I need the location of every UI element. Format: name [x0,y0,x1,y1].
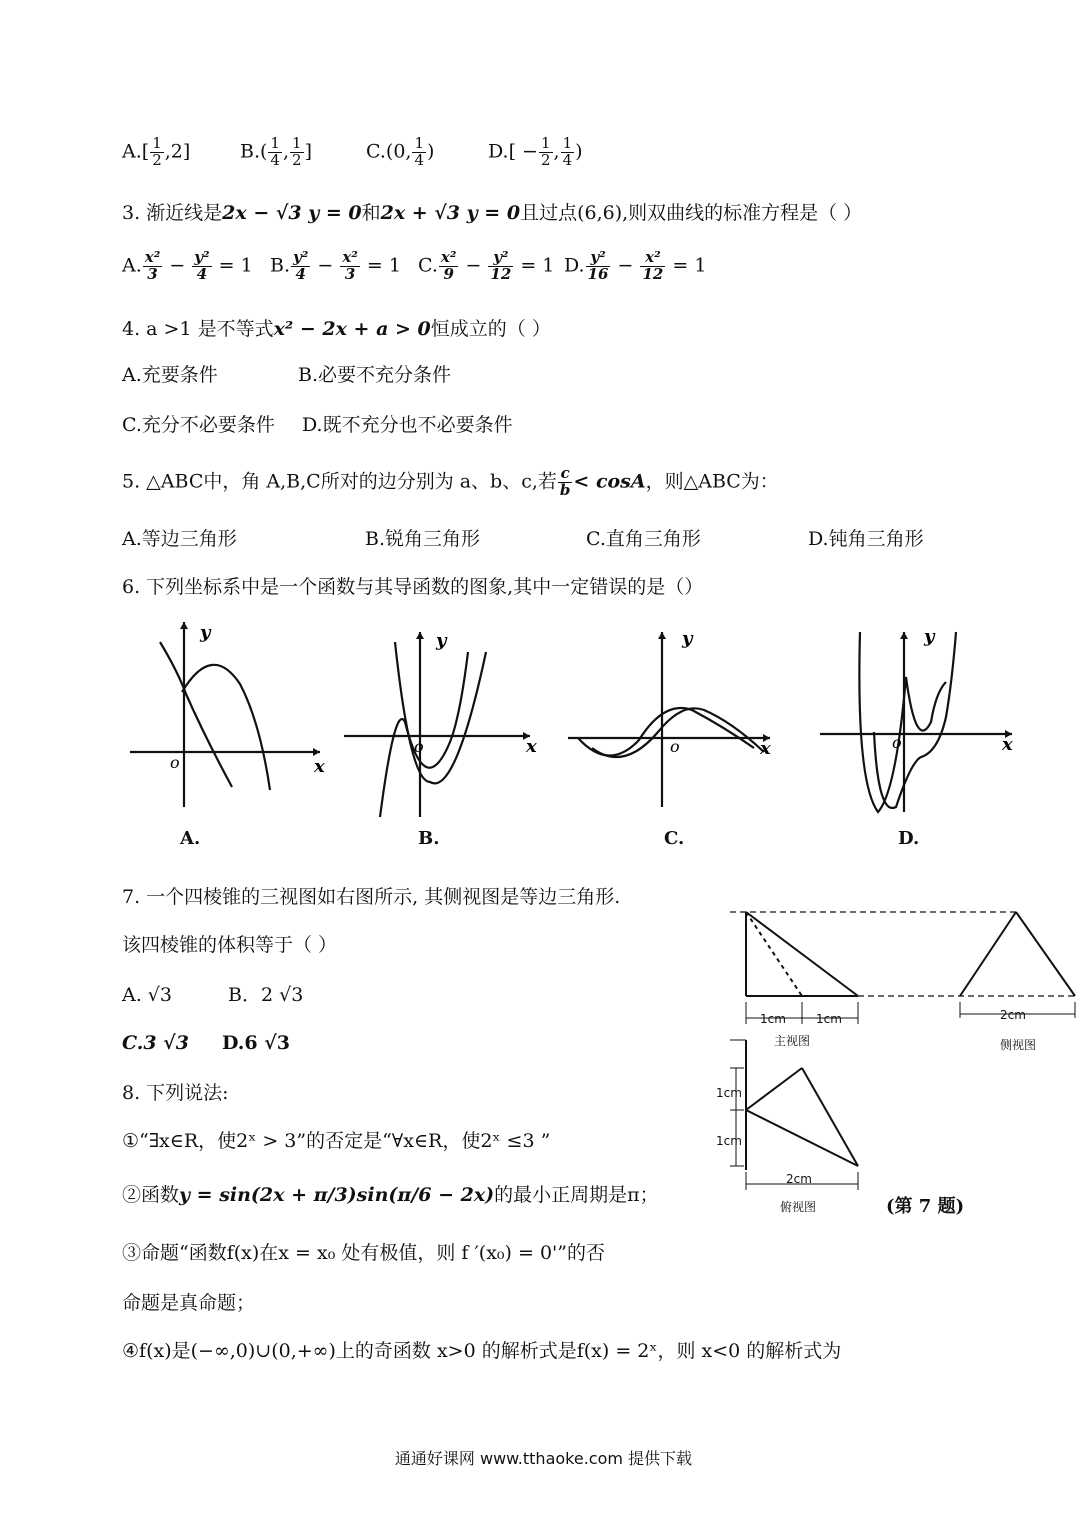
q6-graph-c-origin: o [670,737,680,756]
q3-stem: 3. 渐近线是2x − √3 y = 0和2x + √3 y = 0且过点(6,6),则双曲线的标准方程是（ ） [122,202,863,224]
q7-top-view-label: 俯视图 [780,1200,817,1214]
q6-graph-a-y-label: y [200,622,211,643]
q5-option-b: B.锐角三角形 [365,528,481,550]
q8-statement-1: ①“∃x∈R，使2ˣ > 3”的否定是“∀x∈R，使2ˣ ≤3 ” [122,1130,551,1152]
q6-graph-d [816,622,1026,822]
q4-option-b: B.必要不充分条件 [298,364,452,386]
q3-option-a: A. $\frac{\text{x²}}{3}$ − $\frac{\text{y²}}{4}$ = 1 [122,248,253,283]
q5-option-a: A.等边三角形 [122,528,237,550]
q8-stem: 8. 下列说法: [122,1082,229,1104]
q6-graph-d-label: D. [898,828,920,849]
q6-graph-c-label: C. [664,828,685,849]
q7-line2: 该四棱锥的体积等于（ ） [122,934,338,956]
q7-figure-caption: (第 7 题) [886,1196,965,1217]
q2-option-c: C.(0, $\frac{1}{4}$ ) [366,134,435,169]
q2-option-a: A.[ $\frac{1}{2}$ ,2] [122,134,191,169]
q7-option-b: B．2 √3 [228,984,304,1006]
q2-option-b: B.( $\frac{1}{4}$ , $\frac{1}{2}$ ] [240,134,312,169]
q6-graph-a-label: A. [180,828,201,849]
q3-option-c: C. $\frac{\text{x²}}{9}$ − $\frac{\text{y²}}{12}$ = 1 [418,248,555,283]
q6-graph-d-y-label: y [924,626,935,647]
q4-option-a: A.充要条件 [122,364,218,386]
q6-graph-d-x-label: x [1002,734,1013,755]
q6-graph-a [120,612,330,822]
q7-dim-top-upper: 1cm [716,1086,742,1100]
q6-graph-a-x-label: x [314,756,325,777]
q4-option-c: C.充分不必要条件 [122,414,275,436]
q7-option-d: D.6 √3 [222,1032,290,1054]
q7-dim-top-lower: 1cm [716,1134,742,1148]
q4-option-d: D.既不充分也不必要条件 [302,414,513,436]
q6-graph-b-label: B. [418,828,440,849]
q7-dim-front-right: 1cm [816,1012,842,1026]
q7-option-a: A. √3 [122,984,172,1006]
q6-graph-d-origin: o [892,733,902,752]
q2-option-d: D.[ − $\frac{1}{2}$ , $\frac{1}{4}$ ) [488,134,583,169]
q6-graph-b-y-label: y [436,630,447,651]
q6-graph-c [564,622,778,822]
q8-statement-4: ④f(x)是(−∞,0)∪(0,+∞)上的奇函数 x>0 的解析式是f(x) = 2ˣ，则 x<0 的解析式为 [122,1340,842,1362]
q6-stem: 6. 下列坐标系中是一个函数与其导函数的图象,其中一定错误的是（） [122,576,704,598]
q7-line1: 7. 一个四棱锥的三视图如右图所示, 其侧视图是等边三角形. [122,886,621,908]
q7-front-view-label: 主视图 [774,1034,811,1048]
q7-side-view-label: 侧视图 [1000,1038,1037,1052]
q7-dim-front-left: 1cm [760,1012,786,1026]
page-footer: 通通好课网 www.tthaoke.com 提供下载 [394,1449,693,1468]
q7-dim-side: 2cm [1000,1008,1026,1022]
q8-statement-3b: 命题是真命题； [122,1292,256,1314]
q7-option-c: C.3 √3 [122,1032,189,1054]
q3-option-b: B. $\frac{\text{y²}}{4}$ − $\frac{\text{x²}}{3}$ = 1 [270,248,401,283]
q7-dim-top-width: 2cm [786,1172,812,1186]
q8-statement-3a: ③命题“函数f(x)在x = x₀ 处有极值，则 f ′(x₀) = 0'”的否 [122,1242,605,1264]
q3-option-d: D. $\frac{\text{y²}}{16}$ − $\frac{\text{x²}}{12}$ = 1 [564,248,707,283]
q6-graph-b-origin: o [414,737,424,756]
q6-graph-b-x-label: x [526,736,537,757]
q8-statement-2: ②函数y = sin(2x + π/3)sin(π/6 − 2x)的最小正周期是π； [122,1184,659,1206]
q5-option-d: D.钝角三角形 [808,528,924,550]
q6-graph-c-x-label: x [760,738,771,759]
q6-graph-a-origin: o [170,753,180,772]
q4-stem: 4. a >1 是不等式x² − 2x + a > 0恒成立的（ ） [122,318,551,340]
q6-graph-c-y-label: y [682,628,693,649]
q5-option-c: C.直角三角形 [586,528,701,550]
q5-stem: 5. △ABC中，角 A,B,C所对的边分别为 a、b、c,若 $\frac{c}{b}$ < cosA，则△ABC为： [122,464,779,499]
q6-graph-b [340,622,550,822]
